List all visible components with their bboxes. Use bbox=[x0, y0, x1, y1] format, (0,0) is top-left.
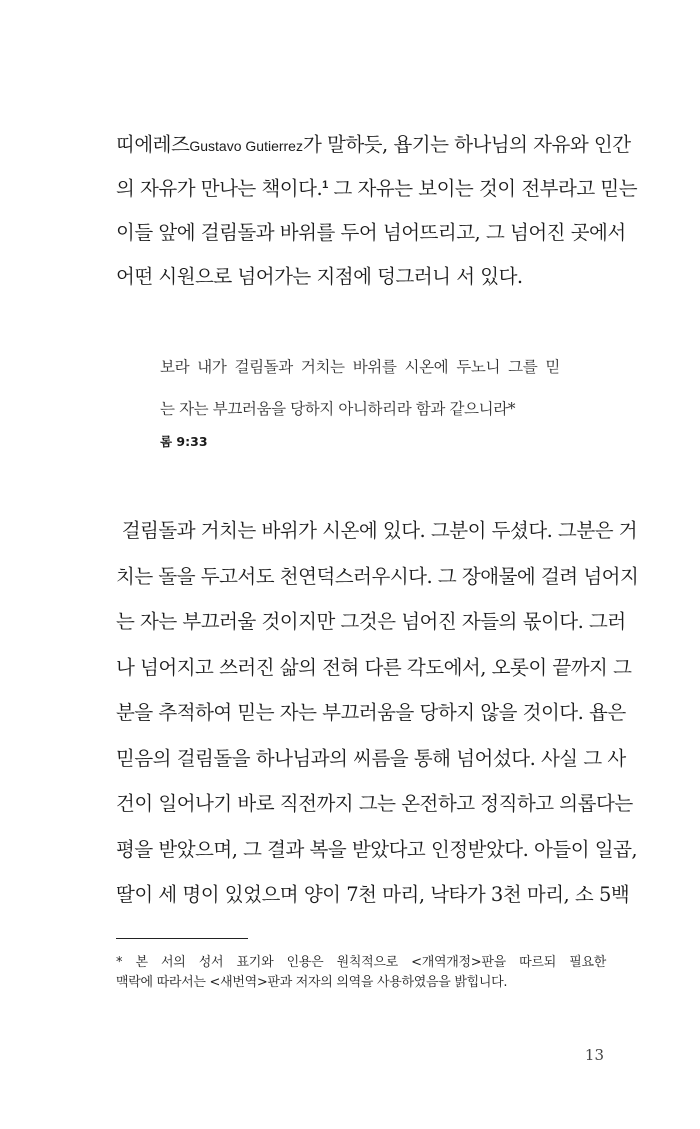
footnote-line: 맥락에 따라서는 <새번역>판과 저자의 의역을 사용하였음을 밝힙니다. bbox=[116, 975, 508, 990]
paragraph-line: 치는 돌을 두고서도 천연덕스러우시다. 그 장애물에 걸려 넘어지 bbox=[116, 564, 639, 588]
paragraph-line: 분을 추적하여 믿는 자는 부끄러움을 당하지 않을 것이다. 욥은 bbox=[116, 701, 626, 724]
paragraph-line: 평을 받았으며, 그 결과 복을 받았다고 인정받았다. 아들이 일곱, bbox=[116, 837, 638, 861]
paragraph-line: 걸림돌과 거치는 바위가 시온에 있다. 그분이 두셨다. 그분은 거 bbox=[116, 519, 638, 542]
quote-line: 보라 내가 걸림돌과 거치는 바위를 시온에 두노니 그를 믿 bbox=[160, 358, 560, 376]
scripture-quote bbox=[160, 346, 560, 430]
paragraph-line: 어떤 시원으로 넘어가는 지점에 덩그러니 서 있다. bbox=[116, 265, 523, 288]
latin-name: Gustavo Gutierrez bbox=[189, 138, 303, 154]
footnote bbox=[116, 953, 606, 993]
paragraph-line: 건이 일어나기 바로 직전까지 그는 온전하고 정직하고 의롭다는 bbox=[116, 792, 633, 815]
footnote-divider bbox=[116, 938, 248, 939]
body-paragraph-2 bbox=[116, 508, 639, 918]
paragraph-line: 나 넘어지고 쓰러진 삶의 전혀 다른 각도에서, 오롯이 끝까지 그 bbox=[116, 655, 632, 679]
footnote-marker: 1 bbox=[322, 179, 328, 191]
paragraph-line: 는 자는 부끄러울 것이지만 그것은 넘어진 자들의 몫이다. 그러 bbox=[116, 610, 626, 633]
page-number: 13 bbox=[584, 1046, 604, 1064]
footnote-line: * 본 서의 성서 표기와 인용은 원칙적으로 <개역개정>판을 따르되 필요한 bbox=[116, 955, 606, 970]
quote-reference: 롬 9:33 bbox=[160, 434, 208, 449]
paragraph-line: 딸이 세 명이 있었으며 양이 7천 마리, 낙타가 3천 마리, 소 5백 bbox=[116, 883, 630, 906]
quote-line: 는 자는 부끄러움을 당하지 아니하리라 함과 같으니라* bbox=[160, 400, 516, 418]
paragraph-line: 믿음의 걸림돌을 하나님과의 씨름을 통해 넘어섰다. 사실 그 사 bbox=[116, 746, 626, 770]
paragraph-line: 의 자유가 만나는 책이다.$^1$ 그 자유는 보이는 것이 전부라고 믿는 bbox=[116, 177, 638, 200]
paragraph-line: 띠에레즈Gustavo Gutierrez가 말하듯, 욥기는 하나님의 자유와 인간 bbox=[116, 133, 631, 156]
paragraph-line: 이들 앞에 걸림돌과 바위를 두어 넘어뜨리고, 그 넘어진 곳에서 bbox=[116, 221, 626, 244]
body-paragraph-1 bbox=[116, 123, 638, 299]
